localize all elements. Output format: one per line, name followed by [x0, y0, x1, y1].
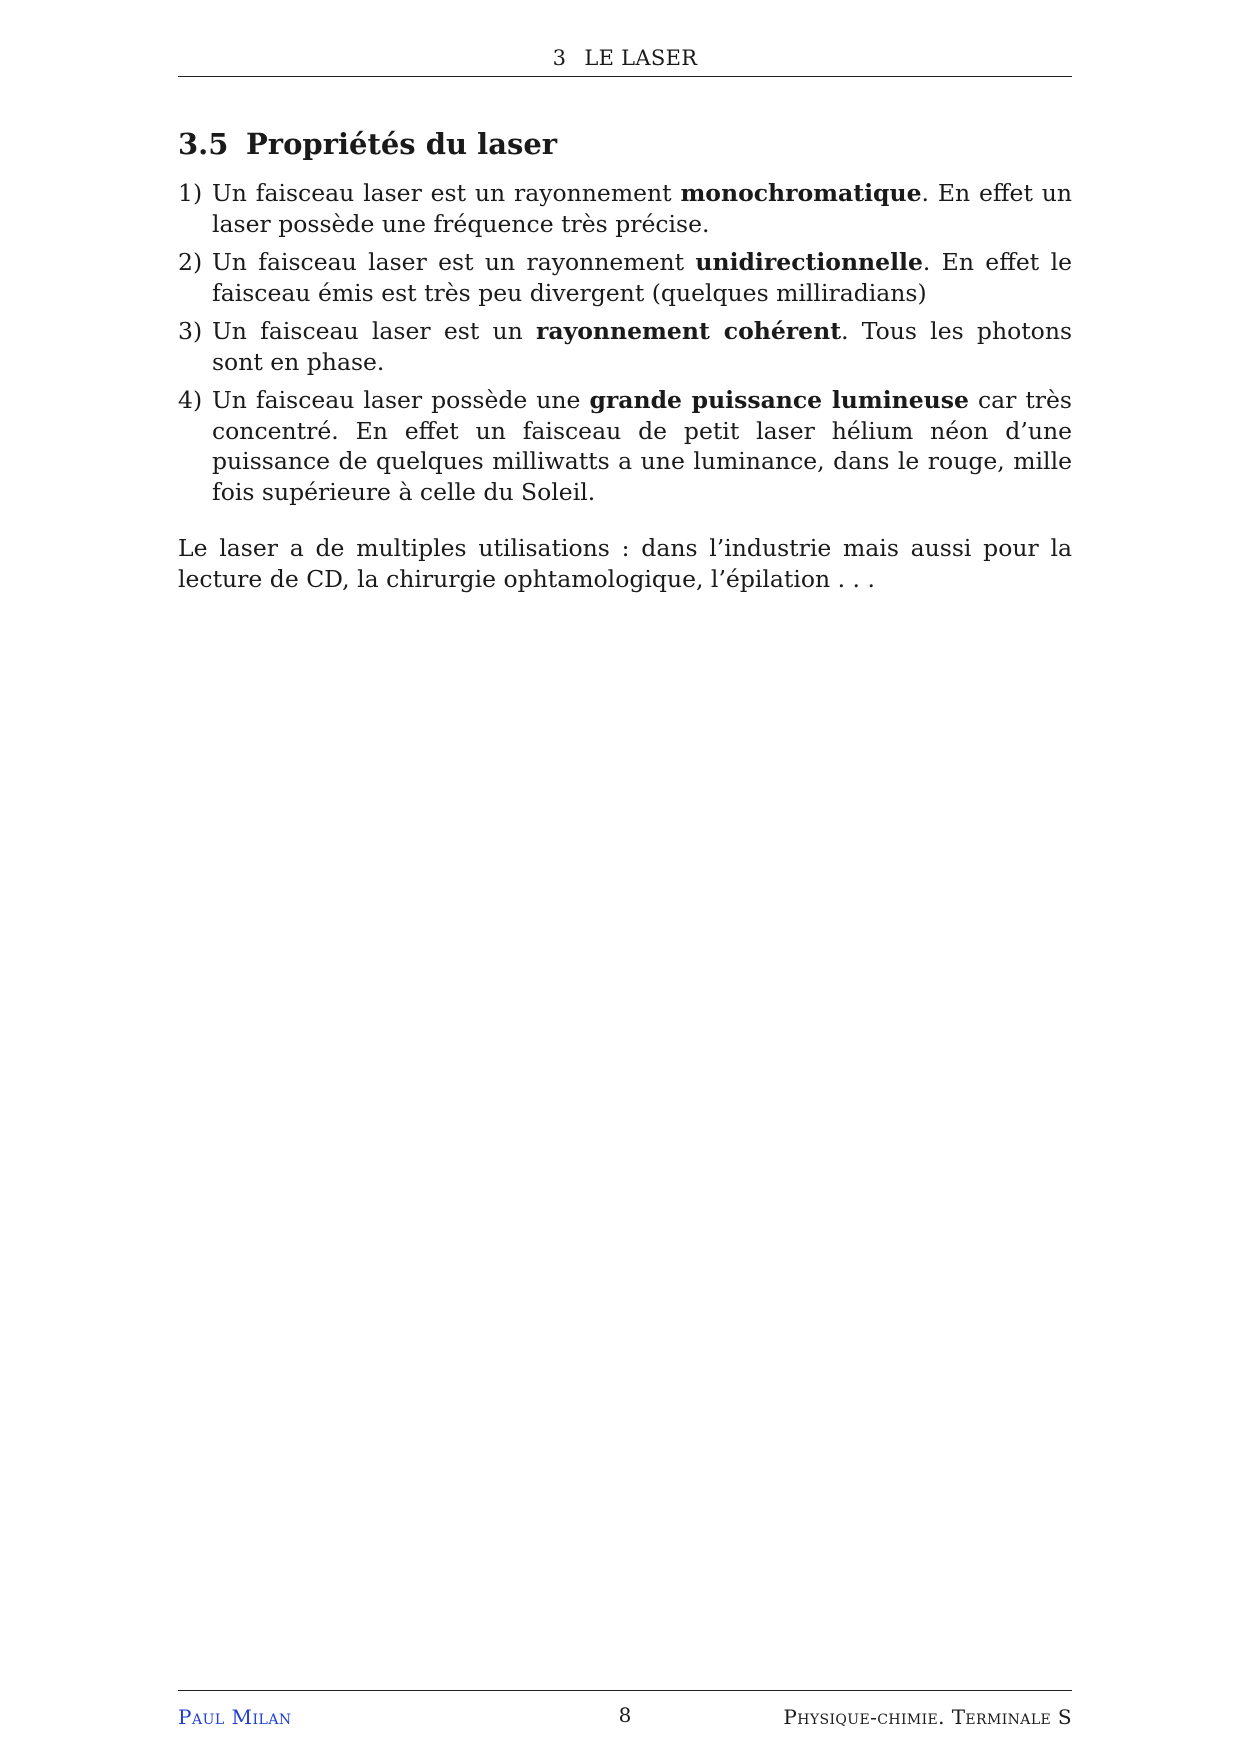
list-item: [178, 178, 1072, 239]
list-item-marker: 1): [178, 179, 203, 207]
list-item-emphasis: rayonnement cohérent: [536, 317, 842, 345]
page-footer: [178, 1690, 1072, 1731]
list-item-text: . Tous les photons sont en phase.: [212, 317, 1073, 376]
list-item-text: car très concentré. En effet un faisceau de petit laser hélium néon d’une puissance de quelques milliwatts a une luminance, dans le rouge, mille fois supérieure à celle du Soleil.: [212, 386, 1072, 506]
list-item-emphasis: unidirectionnelle: [695, 248, 923, 276]
list-item-marker: 3): [178, 317, 203, 345]
list-item-text: Un faisceau laser est un rayonnement: [212, 179, 681, 207]
section-number: 3.5: [178, 127, 229, 161]
list-item: [178, 385, 1072, 507]
properties-list: [178, 178, 1072, 507]
header-chapter-number: 3: [552, 46, 567, 70]
section-heading: [178, 124, 1072, 164]
list-item-text: . En effet un laser possède une fréquence très précise.: [212, 179, 1072, 238]
section-title: Propriétés du laser: [246, 127, 558, 161]
closing-paragraph: Le laser a de multiples utilisations : dans l’industrie mais aussi pour la lecture de CD, la chirurgie ophtamologique, l’épilation . . .: [178, 534, 1072, 593]
list-item-marker: 2): [178, 248, 203, 276]
list-item-emphasis: monochromatique: [680, 179, 922, 207]
list-item-text: . En effet le faisceau émis est très peu divergent (quelques milliradians): [212, 248, 1072, 307]
list-item-marker: 4): [178, 386, 203, 414]
list-item: [178, 247, 1072, 308]
list-item-text: Un faisceau laser possède une: [212, 386, 590, 414]
footer-course-title: Physique-chimie. Terminale S: [783, 1705, 1072, 1729]
list-item-emphasis: grande puissance lumineuse: [589, 386, 969, 414]
list-item-text: Un faisceau laser est un: [212, 317, 536, 345]
header-chapter-title: LE LASER: [584, 46, 698, 70]
list-item-text: Un faisceau laser est un rayonnement: [212, 248, 696, 276]
page-header: [178, 44, 1072, 77]
list-item: [178, 316, 1072, 377]
footer-page-number: 8: [618, 1703, 632, 1727]
footer-author-link[interactable]: Paul Milan: [178, 1705, 292, 1729]
page-content: [178, 124, 1072, 618]
